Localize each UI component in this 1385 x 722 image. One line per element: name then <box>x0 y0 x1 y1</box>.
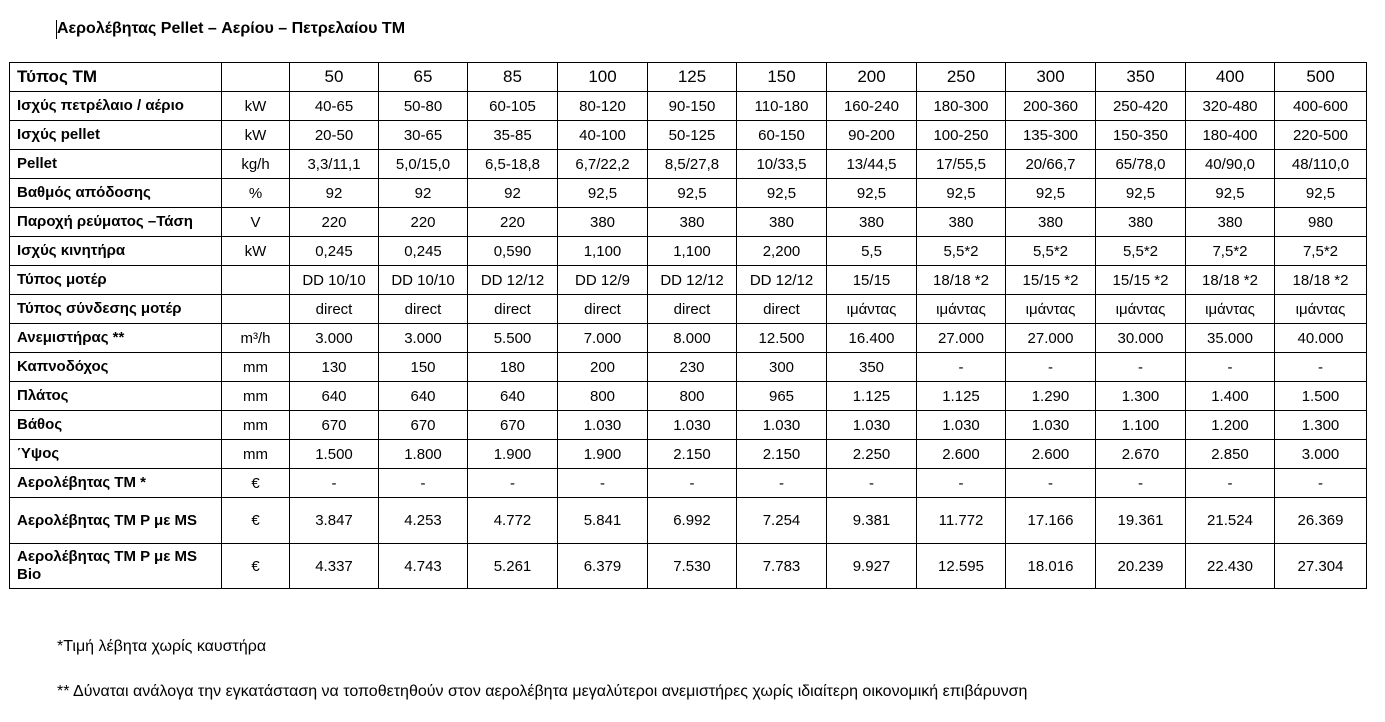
value-cell: 50-80 <box>379 92 468 121</box>
row-label-cell: Ανεμιστήρας ** <box>10 324 222 353</box>
value-cell: 200-360 <box>1006 92 1096 121</box>
value-cell: - <box>827 469 917 498</box>
value-cell: 220-500 <box>1275 121 1367 150</box>
table-row <box>10 544 1367 589</box>
model-header-cell: 150 <box>737 63 827 92</box>
unit-cell: mm <box>222 440 290 469</box>
value-cell: - <box>558 469 648 498</box>
value-cell: 9.381 <box>827 498 917 544</box>
value-cell: 13/44,5 <box>827 150 917 179</box>
value-cell: DD 10/10 <box>290 266 379 295</box>
value-cell: 7,5*2 <box>1186 237 1275 266</box>
value-cell: 1.100 <box>1096 411 1186 440</box>
value-cell: 27.000 <box>1006 324 1096 353</box>
value-cell: 1.400 <box>1186 382 1275 411</box>
value-cell: 40-65 <box>290 92 379 121</box>
value-cell: 230 <box>648 353 737 382</box>
document-title: Αερολέβητας Pellet – Αερίου – Πετρελαίου ΤΜ <box>57 20 406 37</box>
value-cell: 200 <box>558 353 648 382</box>
value-cell: ιμάντας <box>1186 295 1275 324</box>
value-cell: 17/55,5 <box>917 150 1006 179</box>
row-label-cell: Καπνοδόχος <box>10 353 222 382</box>
unit-cell: kg/h <box>222 150 290 179</box>
value-cell: 250-420 <box>1096 92 1186 121</box>
value-cell: 1.030 <box>558 411 648 440</box>
value-cell: 670 <box>468 411 558 440</box>
value-cell: 380 <box>648 208 737 237</box>
value-cell: 92,5 <box>917 179 1006 208</box>
value-cell: 380 <box>558 208 648 237</box>
value-cell: 320-480 <box>1186 92 1275 121</box>
value-cell: 3,3/11,1 <box>290 150 379 179</box>
value-cell: 965 <box>737 382 827 411</box>
value-cell: 60-150 <box>737 121 827 150</box>
row-label-cell: Τύπος μοτέρ <box>10 266 222 295</box>
value-cell: 180-400 <box>1186 121 1275 150</box>
value-cell: - <box>917 353 1006 382</box>
value-cell: 6,5-18,8 <box>468 150 558 179</box>
value-cell: 180 <box>468 353 558 382</box>
value-cell: 7.000 <box>558 324 648 353</box>
value-cell: 92,5 <box>1186 179 1275 208</box>
value-cell: 2.670 <box>1096 440 1186 469</box>
table-row <box>10 237 1367 266</box>
value-cell: 1.800 <box>379 440 468 469</box>
value-cell: 18.016 <box>1006 544 1096 589</box>
value-cell: 4.253 <box>379 498 468 544</box>
model-header-cell: 400 <box>1186 63 1275 92</box>
value-cell: 640 <box>468 382 558 411</box>
table-row <box>10 179 1367 208</box>
value-cell: 92,5 <box>827 179 917 208</box>
value-cell: - <box>737 469 827 498</box>
unit-cell: mm <box>222 411 290 440</box>
value-cell: - <box>1186 353 1275 382</box>
value-cell: 2.600 <box>917 440 1006 469</box>
unit-cell: € <box>222 544 290 589</box>
value-cell: 380 <box>1096 208 1186 237</box>
row-label-cell: Αερολέβητας ΤΜ P με MS Bio <box>10 544 222 589</box>
value-cell: 6,7/22,2 <box>558 150 648 179</box>
value-cell: 1.900 <box>468 440 558 469</box>
value-cell: 26.369 <box>1275 498 1367 544</box>
row-label-cell: Πλάτος <box>10 382 222 411</box>
value-cell: 130 <box>290 353 379 382</box>
spec-table <box>9 62 1367 589</box>
value-cell: - <box>290 469 379 498</box>
row-label-cell: Ισχύς κινητήρα <box>10 237 222 266</box>
value-cell: 2.150 <box>737 440 827 469</box>
value-cell: 0,245 <box>379 237 468 266</box>
value-cell: 1.300 <box>1096 382 1186 411</box>
table-header-row <box>10 63 1367 92</box>
value-cell: 92,5 <box>1096 179 1186 208</box>
value-cell: 17.166 <box>1006 498 1096 544</box>
table-row <box>10 469 1367 498</box>
value-cell: 220 <box>468 208 558 237</box>
value-cell: 1.290 <box>1006 382 1096 411</box>
value-cell: 90-200 <box>827 121 917 150</box>
value-cell: 5.261 <box>468 544 558 589</box>
value-cell: 1.125 <box>917 382 1006 411</box>
value-cell: direct <box>468 295 558 324</box>
value-cell: 12.595 <box>917 544 1006 589</box>
table-row <box>10 295 1367 324</box>
value-cell: 670 <box>290 411 379 440</box>
value-cell: 380 <box>827 208 917 237</box>
value-cell: 8.000 <box>648 324 737 353</box>
value-cell: 92 <box>468 179 558 208</box>
unit-cell <box>222 63 290 92</box>
unit-cell: m³/h <box>222 324 290 353</box>
value-cell: 11.772 <box>917 498 1006 544</box>
model-header-cell: 50 <box>290 63 379 92</box>
value-cell: direct <box>648 295 737 324</box>
model-header-cell: 300 <box>1006 63 1096 92</box>
value-cell: 27.304 <box>1275 544 1367 589</box>
value-cell: 1,100 <box>558 237 648 266</box>
value-cell: 380 <box>917 208 1006 237</box>
value-cell: 15/15 *2 <box>1006 266 1096 295</box>
value-cell: 30.000 <box>1096 324 1186 353</box>
value-cell: 5,5 <box>827 237 917 266</box>
value-cell: - <box>1096 469 1186 498</box>
value-cell: DD 12/9 <box>558 266 648 295</box>
value-cell: 18/18 *2 <box>1186 266 1275 295</box>
row-label-cell: Παροχή ρεύματος –Τάση <box>10 208 222 237</box>
value-cell: 2.600 <box>1006 440 1096 469</box>
value-cell: 18/18 *2 <box>917 266 1006 295</box>
value-cell: 4.337 <box>290 544 379 589</box>
footnote-price: *Τιμή λέβητα χωρίς καυστήρα <box>57 638 267 655</box>
value-cell: 5,5*2 <box>1006 237 1096 266</box>
table-row <box>10 498 1367 544</box>
table-row <box>10 208 1367 237</box>
model-header-cell: 125 <box>648 63 737 92</box>
model-header-cell: 65 <box>379 63 468 92</box>
table-row <box>10 440 1367 469</box>
value-cell: - <box>648 469 737 498</box>
value-cell: 90-150 <box>648 92 737 121</box>
unit-cell: kW <box>222 121 290 150</box>
value-cell: 640 <box>379 382 468 411</box>
value-cell: 92 <box>379 179 468 208</box>
table-row <box>10 150 1367 179</box>
value-cell: 1.300 <box>1275 411 1367 440</box>
value-cell: 5,5*2 <box>917 237 1006 266</box>
value-cell: DD 12/12 <box>737 266 827 295</box>
unit-cell: € <box>222 498 290 544</box>
value-cell: 5,0/15,0 <box>379 150 468 179</box>
value-cell: 92,5 <box>1006 179 1096 208</box>
row-label-cell: Αερολέβητας ΤΜ P με MS <box>10 498 222 544</box>
value-cell: 50-125 <box>648 121 737 150</box>
value-cell: 0,590 <box>468 237 558 266</box>
value-cell: 1.030 <box>917 411 1006 440</box>
model-header-cell: 500 <box>1275 63 1367 92</box>
value-cell: 65/78,0 <box>1096 150 1186 179</box>
value-cell: 7.530 <box>648 544 737 589</box>
unit-cell <box>222 266 290 295</box>
unit-cell: mm <box>222 353 290 382</box>
value-cell: 40-100 <box>558 121 648 150</box>
table-row <box>10 353 1367 382</box>
value-cell: - <box>379 469 468 498</box>
model-header-cell: 350 <box>1096 63 1186 92</box>
value-cell: 4.743 <box>379 544 468 589</box>
value-cell: 400-600 <box>1275 92 1367 121</box>
value-cell: 150 <box>379 353 468 382</box>
value-cell: 19.361 <box>1096 498 1186 544</box>
value-cell: 800 <box>648 382 737 411</box>
value-cell: 1.030 <box>737 411 827 440</box>
value-cell: 380 <box>1006 208 1096 237</box>
value-cell: 1.900 <box>558 440 648 469</box>
row-label-cell: Αερολέβητας ΤΜ * <box>10 469 222 498</box>
value-cell: 110-180 <box>737 92 827 121</box>
value-cell: ιμάντας <box>1096 295 1186 324</box>
value-cell: 220 <box>290 208 379 237</box>
value-cell: 3.000 <box>290 324 379 353</box>
unit-cell: kW <box>222 237 290 266</box>
value-cell: 2.150 <box>648 440 737 469</box>
value-cell: 92,5 <box>558 179 648 208</box>
value-cell: 5.841 <box>558 498 648 544</box>
value-cell: 15/15 <box>827 266 917 295</box>
value-cell: - <box>1186 469 1275 498</box>
value-cell: direct <box>290 295 379 324</box>
value-cell: 1,100 <box>648 237 737 266</box>
value-cell: - <box>917 469 1006 498</box>
value-cell: - <box>468 469 558 498</box>
value-cell: 92,5 <box>1275 179 1367 208</box>
value-cell: - <box>1096 353 1186 382</box>
unit-cell: kW <box>222 92 290 121</box>
value-cell: 1.030 <box>1006 411 1096 440</box>
value-cell: 300 <box>737 353 827 382</box>
value-cell: 30-65 <box>379 121 468 150</box>
value-cell: 8,5/27,8 <box>648 150 737 179</box>
value-cell: 80-120 <box>558 92 648 121</box>
row-label-cell: Τύπος σύνδεσης μοτέρ <box>10 295 222 324</box>
value-cell: DD 12/12 <box>468 266 558 295</box>
value-cell: 4.772 <box>468 498 558 544</box>
value-cell: 1.500 <box>1275 382 1367 411</box>
value-cell: 100-250 <box>917 121 1006 150</box>
value-cell: 1.500 <box>290 440 379 469</box>
value-cell: 16.400 <box>827 324 917 353</box>
value-cell: 640 <box>290 382 379 411</box>
value-cell: 980 <box>1275 208 1367 237</box>
value-cell: direct <box>379 295 468 324</box>
value-cell: 18/18 *2 <box>1275 266 1367 295</box>
unit-cell: V <box>222 208 290 237</box>
table-row <box>10 324 1367 353</box>
value-cell: 20/66,7 <box>1006 150 1096 179</box>
value-cell: 22.430 <box>1186 544 1275 589</box>
row-label-cell: Ύψος <box>10 440 222 469</box>
value-cell: ιμάντας <box>917 295 1006 324</box>
value-cell: 10/33,5 <box>737 150 827 179</box>
value-cell: 670 <box>379 411 468 440</box>
value-cell: ιμάντας <box>1275 295 1367 324</box>
value-cell: direct <box>558 295 648 324</box>
value-cell: ιμάντας <box>1006 295 1096 324</box>
value-cell: 5.500 <box>468 324 558 353</box>
value-cell: 2.250 <box>827 440 917 469</box>
value-cell: - <box>1006 353 1096 382</box>
row-label-cell: Ισχύς pellet <box>10 121 222 150</box>
value-cell: 92 <box>290 179 379 208</box>
value-cell: 3.000 <box>379 324 468 353</box>
value-cell: 7.254 <box>737 498 827 544</box>
value-cell: 1.030 <box>648 411 737 440</box>
value-cell: 1.125 <box>827 382 917 411</box>
value-cell: 9.927 <box>827 544 917 589</box>
value-cell: DD 12/12 <box>648 266 737 295</box>
table-row <box>10 121 1367 150</box>
header-label-cell: Τύπος ΤΜ <box>10 63 222 92</box>
table-row <box>10 411 1367 440</box>
row-label-cell: Βαθμός απόδοσης <box>10 179 222 208</box>
value-cell: - <box>1275 353 1367 382</box>
table-row <box>10 266 1367 295</box>
value-cell: 1.030 <box>827 411 917 440</box>
value-cell: ιμάντας <box>827 295 917 324</box>
value-cell: 6.992 <box>648 498 737 544</box>
value-cell: 15/15 *2 <box>1096 266 1186 295</box>
value-cell: 1.200 <box>1186 411 1275 440</box>
footnote-fans: ** Δύναται ανάλογα την εγκατάσταση να τοποθετηθούν στον αερολέβητα μεγαλύτεροι ανεμιστήρες χωρίς ιδιαίτερη οικονομική επιβάρυνση <box>57 683 1028 700</box>
value-cell: 40/90,0 <box>1186 150 1275 179</box>
value-cell: 40.000 <box>1275 324 1367 353</box>
value-cell: 7.783 <box>737 544 827 589</box>
value-cell: 12.500 <box>737 324 827 353</box>
value-cell: 160-240 <box>827 92 917 121</box>
unit-cell <box>222 295 290 324</box>
value-cell: 92,5 <box>648 179 737 208</box>
unit-cell: mm <box>222 382 290 411</box>
value-cell: 800 <box>558 382 648 411</box>
unit-cell: % <box>222 179 290 208</box>
value-cell: 92,5 <box>737 179 827 208</box>
value-cell: 350 <box>827 353 917 382</box>
value-cell: 220 <box>379 208 468 237</box>
value-cell: 60-105 <box>468 92 558 121</box>
value-cell: 2,200 <box>737 237 827 266</box>
value-cell: 135-300 <box>1006 121 1096 150</box>
value-cell: 380 <box>1186 208 1275 237</box>
value-cell: 5,5*2 <box>1096 237 1186 266</box>
value-cell: 27.000 <box>917 324 1006 353</box>
table-row <box>10 382 1367 411</box>
table-row <box>10 92 1367 121</box>
value-cell: 150-350 <box>1096 121 1186 150</box>
value-cell: 20-50 <box>290 121 379 150</box>
value-cell: 35-85 <box>468 121 558 150</box>
value-cell: 380 <box>737 208 827 237</box>
value-cell: 21.524 <box>1186 498 1275 544</box>
row-label-cell: Ισχύς πετρέλαιο / αέριο <box>10 92 222 121</box>
value-cell: DD 10/10 <box>379 266 468 295</box>
value-cell: - <box>1275 469 1367 498</box>
row-label-cell: Pellet <box>10 150 222 179</box>
value-cell: 6.379 <box>558 544 648 589</box>
value-cell: 35.000 <box>1186 324 1275 353</box>
value-cell: 3.000 <box>1275 440 1367 469</box>
value-cell: 180-300 <box>917 92 1006 121</box>
value-cell: 7,5*2 <box>1275 237 1367 266</box>
value-cell: 3.847 <box>290 498 379 544</box>
value-cell: 2.850 <box>1186 440 1275 469</box>
model-header-cell: 200 <box>827 63 917 92</box>
value-cell: 0,245 <box>290 237 379 266</box>
model-header-cell: 250 <box>917 63 1006 92</box>
value-cell: 20.239 <box>1096 544 1186 589</box>
model-header-cell: 100 <box>558 63 648 92</box>
row-label-cell: Βάθος <box>10 411 222 440</box>
value-cell: direct <box>737 295 827 324</box>
value-cell: - <box>1006 469 1096 498</box>
unit-cell: € <box>222 469 290 498</box>
value-cell: 48/110,0 <box>1275 150 1367 179</box>
model-header-cell: 85 <box>468 63 558 92</box>
